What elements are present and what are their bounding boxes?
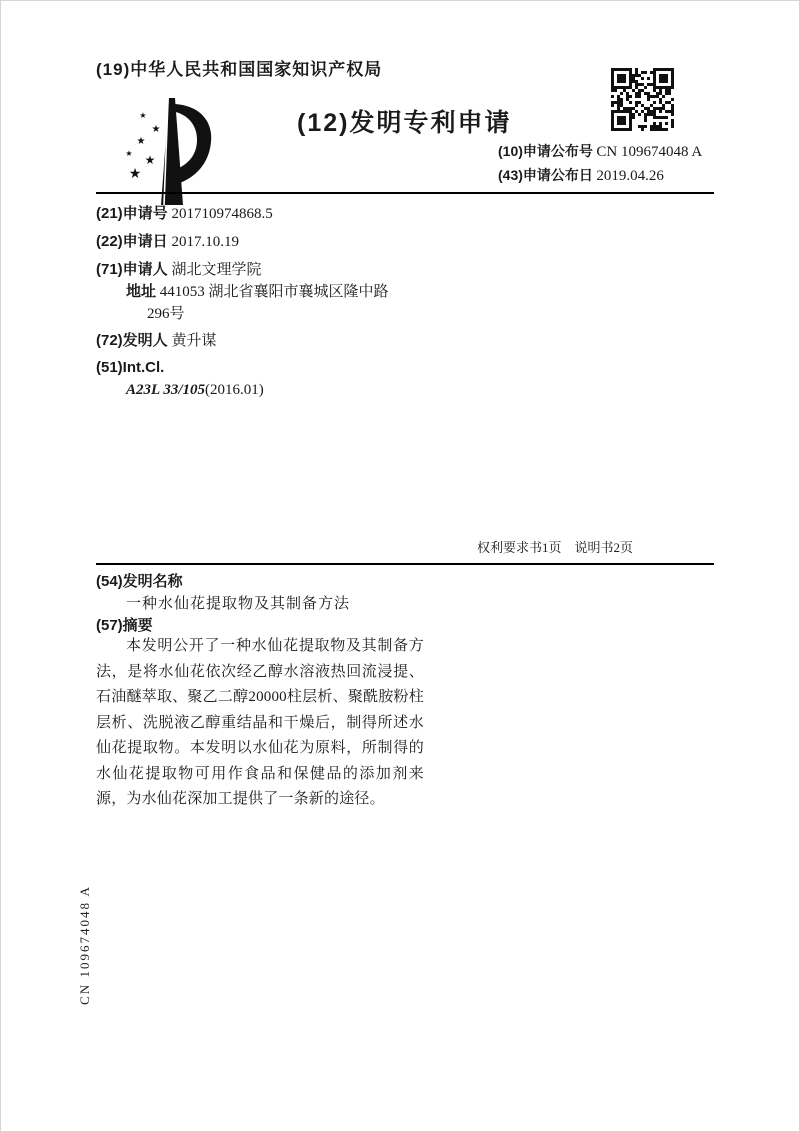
vertical-document-number: CN 109674048 A [77,885,92,1005]
address-row-continued [147,304,185,324]
publication-date-row [498,165,664,187]
applicant-row [96,260,261,280]
int-cl-edition: (2016.01) [205,382,264,398]
address-line1: 441053 湖北省襄阳市襄城区隆中路 [159,284,389,300]
address-label: 地址 [126,283,157,300]
address-line2: 296号 [147,306,185,322]
document-type-title: (12)发明专利申请 [297,109,512,137]
int-cl-code: A23L 33/105 [126,382,206,398]
invention-title-label: (54)发明名称 [96,573,183,590]
abstract-label: (57)摘要 [96,617,153,634]
patent-office-name: (19)中华人民共和国国家知识产权局 [96,60,383,79]
body-divider-rule [96,563,714,565]
application-number-value: 201710974868.5 [171,206,273,222]
svg-text:★: ★ [139,111,147,120]
filing-date-row [96,232,239,252]
publication-number-label: (10)申请公布号 [498,143,593,159]
invention-title: 一种水仙花提取物及其制备方法 [126,596,351,612]
application-number-label: (21)申请号 [96,205,168,222]
qr-code-icon [611,68,674,131]
publication-date-value: 2019.04.26 [596,168,664,184]
filing-date-label: (22)申请日 [96,233,168,250]
abstract-text: 本发明公开了一种水仙花提取物及其制备方法，是将水仙花依次经乙醇水溶液热回流浸提、石油醚萃取、聚乙二醇20000柱层析、聚酰胺粉柱层析、洗脱液乙醇重结晶和干燥后，制得所述水仙花提取物。本发明以水仙花为原料，所制得的水仙花提取物可用作食品和保健品的添加剂来源，为水仙花深加工提供了一条新的途径。 [96,638,424,807]
int-cl-row [96,358,164,378]
publication-date-label: (43)申请公布日 [498,167,593,183]
svg-text:★: ★ [128,166,142,182]
publication-number-row [498,141,702,163]
svg-text:★: ★ [151,124,161,135]
header-divider-rule [96,192,714,194]
svg-text:★: ★ [125,149,133,158]
inventor-row [96,331,216,351]
applicant-value: 湖北文理学院 [171,262,262,278]
int-cl-label: (51)Int.Cl. [96,359,165,376]
application-number-row [96,204,273,224]
inventor-value: 黄升谋 [171,333,217,349]
svg-text:★: ★ [144,153,156,167]
inventor-label: (72)发明人 [96,332,168,349]
applicant-label: (71)申请人 [96,261,168,278]
publication-number-value: CN 109674048 A [596,144,703,160]
int-cl-classification-row [126,380,264,400]
cnipa-logo-icon [119,95,219,207]
svg-text:★: ★ [136,136,146,147]
pages-info: 权利要求书1页 说明书2页 [476,540,633,555]
filing-date-value: 2017.10.19 [171,234,239,250]
address-row [126,282,389,302]
